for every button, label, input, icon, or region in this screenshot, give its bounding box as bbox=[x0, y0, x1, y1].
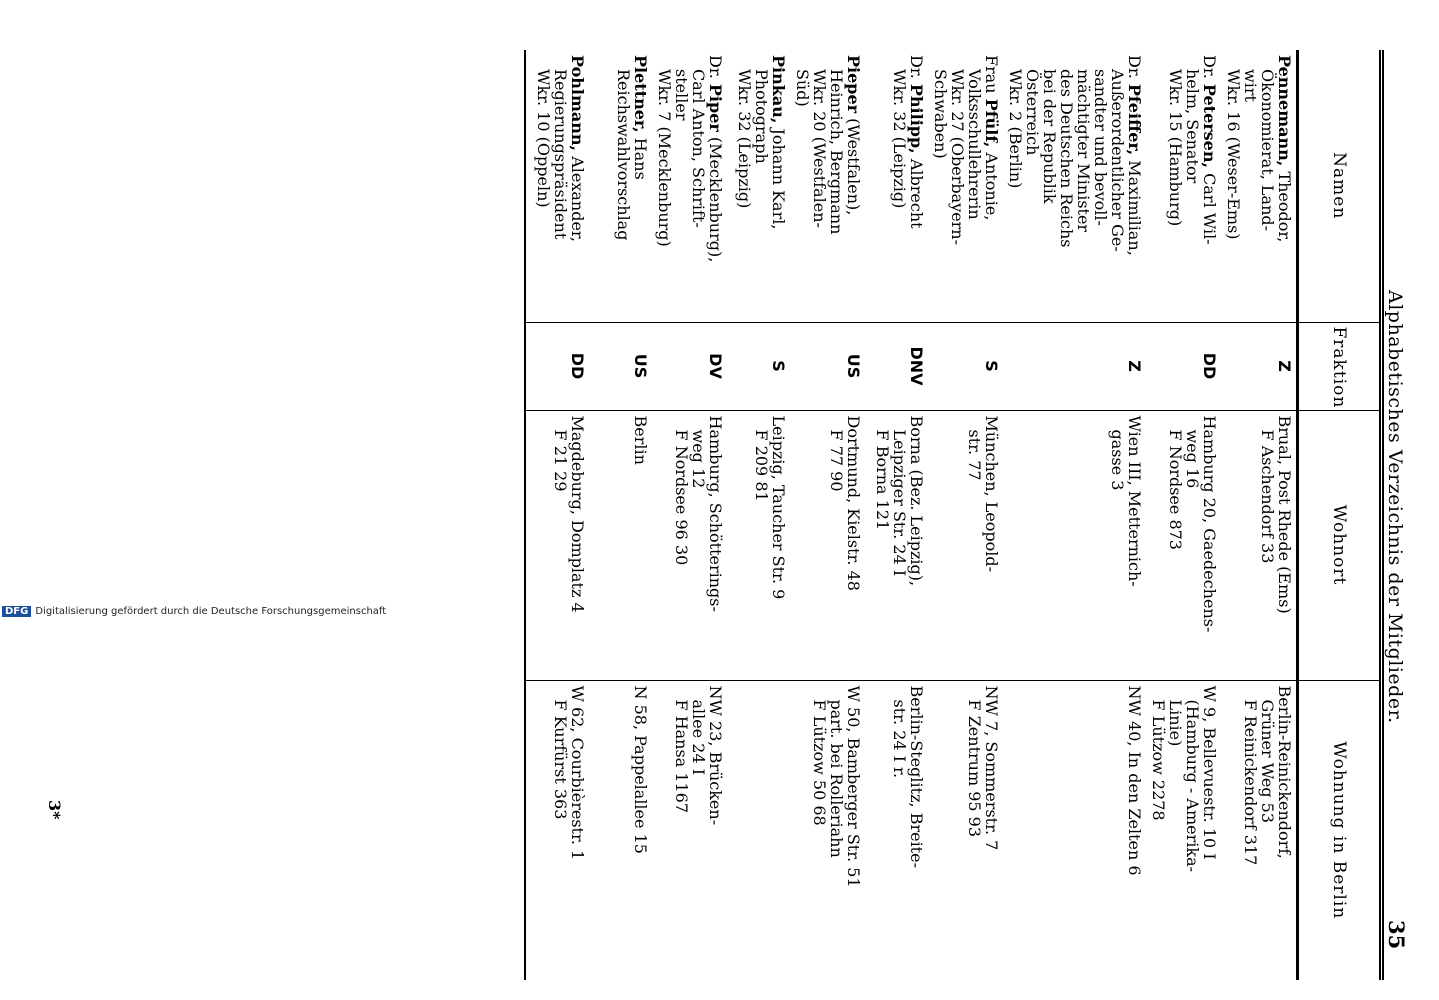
wohnort-line: München, Leopold- bbox=[982, 415, 1001, 573]
member-detail-line: Außerordentlicher Ge- bbox=[1108, 69, 1127, 252]
member-detail-line: des Deutschen Reichs bbox=[1057, 69, 1076, 248]
member-detail-line: Süd) bbox=[793, 69, 812, 107]
member-surname: Petersen, bbox=[1200, 83, 1219, 169]
berlin-address-line: part. bei Rolleriahn bbox=[827, 699, 846, 858]
member-name-first-line bbox=[770, 55, 787, 317]
member-name-cell bbox=[727, 50, 790, 322]
member-wohnort-cell bbox=[1003, 410, 1146, 680]
member-name-first-line bbox=[1126, 55, 1143, 317]
member-fraktion: S bbox=[928, 322, 1003, 410]
berlin-address-line: NW 23, Brücken- bbox=[706, 685, 725, 826]
wohnort-line: Brual, Post Rhede (Ems) bbox=[1275, 415, 1294, 614]
member-detail-line: sandter und bevoll- bbox=[1091, 69, 1110, 226]
member-name-first-line bbox=[632, 55, 649, 317]
member-fraktion: Z bbox=[1221, 322, 1298, 410]
member-name-cell bbox=[652, 50, 727, 322]
member-given-name: (Mecklenburg), bbox=[706, 131, 725, 263]
member-given-name: (Westfalen), bbox=[844, 113, 863, 216]
member-detail-line: Wkr. 7 (Mecklenburg) bbox=[655, 69, 674, 247]
table-row bbox=[928, 50, 1003, 980]
table-body bbox=[525, 50, 1298, 980]
signature-mark: 3* bbox=[45, 800, 64, 820]
member-detail-line: Wkr. 10 (Oppeln) bbox=[534, 69, 553, 208]
member-detail-line: Volksschullehrerin bbox=[965, 69, 984, 220]
member-detail-line: Ökonomierat, Land- bbox=[1258, 69, 1277, 232]
member-detail-line: wirt bbox=[1241, 69, 1260, 102]
wohnort-line: Hamburg 20, Gaedechens- bbox=[1200, 415, 1219, 633]
table-row bbox=[790, 50, 865, 980]
member-detail-line: Heinrich, Bergmann bbox=[827, 69, 846, 235]
member-name-cell bbox=[928, 50, 1003, 322]
member-given-name: Maximilian, bbox=[1125, 155, 1144, 256]
member-name-first-line bbox=[707, 55, 724, 317]
member-surname: Plettner, bbox=[631, 55, 650, 133]
member-fraktion: Z bbox=[1003, 322, 1146, 410]
berlin-address-line: F Reinickendorf 317 bbox=[1241, 699, 1260, 866]
table-row bbox=[1146, 50, 1221, 980]
member-surname: Pfeiffer, bbox=[1125, 83, 1144, 156]
member-wohnort-cell bbox=[727, 410, 790, 680]
member-berlin-cell bbox=[1003, 680, 1146, 980]
wohnort-line: Leipzig, Taucher Str. 9 bbox=[769, 415, 788, 600]
member-surname: Pohlmann, bbox=[568, 55, 587, 152]
member-berlin-cell bbox=[790, 680, 865, 980]
member-fraktion: S bbox=[727, 322, 790, 410]
member-given-name: Hans bbox=[631, 132, 650, 180]
berlin-address-line: str. 24 I r. bbox=[890, 699, 909, 779]
member-wohnort-cell bbox=[865, 410, 928, 680]
member-title-prefix: Dr. bbox=[706, 55, 725, 84]
wohnort-line: Dortmund, Kielstr. 48 bbox=[844, 415, 863, 591]
member-detail-line: Regierungspräsident bbox=[551, 69, 570, 240]
member-surname: Pieper bbox=[844, 55, 863, 114]
member-wohnort-cell bbox=[928, 410, 1003, 680]
member-detail-line: Wkr. 2 (Berlin) bbox=[1006, 69, 1025, 189]
member-fraktion: DNV bbox=[865, 322, 928, 410]
table-row bbox=[525, 50, 589, 980]
berlin-address-line: Linie) bbox=[1166, 699, 1185, 747]
wohnort-line: weg 16 bbox=[1183, 429, 1202, 489]
member-title-prefix: Frau bbox=[982, 55, 1001, 99]
berlin-address-line: NW 7, Sommerstr. 7 bbox=[982, 685, 1001, 851]
berlin-address-line: N 58, Pappelallee 15 bbox=[631, 685, 650, 854]
member-surname: Piper bbox=[706, 83, 725, 132]
berlin-address-line: F Hansa 1167 bbox=[672, 699, 691, 814]
member-berlin-cell bbox=[525, 680, 589, 980]
member-name-first-line bbox=[983, 55, 1000, 317]
table-row bbox=[865, 50, 928, 980]
member-berlin-cell bbox=[1221, 680, 1298, 980]
member-fraktion: DD bbox=[1146, 322, 1221, 410]
column-header-wohnort: Wohnort bbox=[1298, 410, 1382, 680]
wohnort-line: Leipziger Str. 24 I bbox=[890, 429, 909, 577]
member-detail-line: Photograph bbox=[752, 69, 771, 164]
member-detail-line: Wkr. 27 (Oberbayern- bbox=[948, 69, 967, 246]
member-name-cell bbox=[589, 50, 652, 322]
member-table bbox=[524, 50, 1384, 980]
member-detail-line: Wkr. 32 (Leipzig) bbox=[735, 69, 754, 209]
member-fraktion: US bbox=[589, 322, 652, 410]
member-name-first-line bbox=[569, 55, 586, 317]
member-wohnort-cell bbox=[652, 410, 727, 680]
wohnort-line: weg 12 bbox=[689, 429, 708, 489]
member-detail-line: Österreich bbox=[1023, 69, 1042, 156]
member-detail-line: Schwaben) bbox=[931, 69, 950, 159]
table-row bbox=[727, 50, 790, 980]
member-given-name: Theodor, bbox=[1275, 166, 1294, 243]
berlin-address-line: W 62, Courbièrestr. 1 bbox=[568, 685, 587, 861]
berlin-address-line: Berlin-Steglitz, Breite- bbox=[907, 685, 926, 868]
berlin-address-line: (Hamburg - Amerika- bbox=[1183, 699, 1202, 873]
wohnort-line: F 77 90 bbox=[827, 429, 846, 492]
member-fraktion: US bbox=[790, 322, 865, 410]
member-berlin-cell bbox=[1146, 680, 1221, 980]
member-name-cell bbox=[1003, 50, 1146, 322]
member-detail-line: Wkr. 15 (Hamburg) bbox=[1166, 69, 1185, 227]
wohnort-line: Berlin bbox=[631, 415, 650, 465]
member-given-name: Antonie, bbox=[982, 147, 1001, 221]
member-detail-line: Wkr. 20 (Westfalen- bbox=[810, 69, 829, 228]
member-detail-line: Carl Anton, Schrift- bbox=[689, 69, 708, 228]
berlin-address-line: NW 40, In den Zelten 6 bbox=[1125, 685, 1144, 876]
wohnort-line: F Borna 121 bbox=[873, 429, 892, 531]
member-name-first-line bbox=[1201, 55, 1218, 317]
member-name-cell bbox=[865, 50, 928, 322]
wohnort-line: Magdeburg, Domplatz 4 bbox=[568, 415, 587, 613]
wohnort-line: F Aschendorf 33 bbox=[1258, 429, 1277, 564]
wohnort-line: Borna (Bez. Leipzig), bbox=[907, 415, 926, 587]
wohnort-line: Hamburg, Schötterings- bbox=[706, 415, 725, 612]
member-detail-line: mächtigter Minister bbox=[1074, 69, 1093, 233]
column-header-fraktion: Fraktion bbox=[1298, 322, 1382, 410]
table-row bbox=[652, 50, 727, 980]
member-name-cell bbox=[790, 50, 865, 322]
berlin-address-line: F Lützow 50 68 bbox=[810, 699, 829, 826]
member-title-prefix: Dr. bbox=[907, 55, 926, 84]
table-row bbox=[1221, 50, 1298, 980]
member-surname: Pinkau, bbox=[769, 55, 788, 124]
member-wohnort-cell bbox=[525, 410, 589, 680]
table-header bbox=[1298, 50, 1382, 980]
digitization-credit bbox=[2, 606, 386, 617]
member-detail-line: steller bbox=[672, 69, 691, 121]
table-row bbox=[1003, 50, 1146, 980]
member-wohnort-cell bbox=[1221, 410, 1298, 680]
member-title-prefix: Dr. bbox=[1200, 55, 1219, 84]
berlin-address-line: Grüner Weg 53 bbox=[1258, 699, 1277, 824]
credit-text: Digitalisierung gefördert durch die Deutsche Forschungsgemeinschaft bbox=[35, 606, 387, 617]
member-surname: Pfülf, bbox=[982, 98, 1001, 148]
member-berlin-cell bbox=[727, 680, 790, 980]
member-fraktion: DD bbox=[525, 322, 589, 410]
member-given-name: Carl Wil- bbox=[1200, 168, 1219, 245]
wohnort-line: F 209 81 bbox=[752, 429, 771, 502]
member-berlin-cell bbox=[865, 680, 928, 980]
member-given-name: Johann Karl, bbox=[769, 123, 788, 230]
member-detail-line: helm, Senator bbox=[1183, 69, 1202, 184]
column-header-berlin: Wohnung in Berlin bbox=[1298, 680, 1382, 980]
member-name-first-line bbox=[1276, 55, 1293, 317]
member-name-first-line bbox=[845, 55, 862, 317]
page-title: Alphabetisches Verzeichnis der Mitglieder. bbox=[1384, 290, 1406, 724]
member-wohnort-cell bbox=[790, 410, 865, 680]
member-name-cell bbox=[1146, 50, 1221, 322]
member-wohnort-cell bbox=[589, 410, 652, 680]
wohnort-line: F Nordsee 873 bbox=[1166, 429, 1185, 550]
member-berlin-cell bbox=[589, 680, 652, 980]
berlin-address-line: W 50, Bamberger Str. 51 bbox=[844, 685, 863, 888]
column-header-name: Namen bbox=[1298, 50, 1382, 322]
wohnort-line: str. 77 bbox=[965, 429, 984, 481]
page-number: 35 bbox=[1384, 920, 1409, 950]
member-title-prefix: Dr. bbox=[1125, 55, 1144, 84]
berlin-address-line: W 9, Bellevuestr. 10 I bbox=[1200, 685, 1219, 860]
berlin-address-line: Berlin-Reinickendorf, bbox=[1275, 685, 1294, 859]
member-given-name: Alexander, bbox=[568, 151, 587, 242]
berlin-address-line: F Lützow 2278 bbox=[1149, 699, 1168, 821]
member-detail-line: bei der Republik bbox=[1040, 69, 1059, 204]
member-name-first-line bbox=[908, 55, 925, 317]
member-given-name: Albrecht bbox=[907, 153, 926, 229]
wohnort-line: F 21 29 bbox=[551, 429, 570, 492]
member-detail-line: Wkr. 16 (Weser-Ems) bbox=[1224, 69, 1243, 240]
berlin-address-line: F Kurfürst 363 bbox=[551, 699, 570, 820]
berlin-address-line: allee 24 I bbox=[689, 699, 708, 776]
member-berlin-cell bbox=[928, 680, 1003, 980]
wohnort-line: Wien III, Metternich- bbox=[1125, 415, 1144, 587]
member-detail-line: Wkr. 32 (Leipzig) bbox=[890, 69, 909, 209]
member-fraktion: DV bbox=[652, 322, 727, 410]
member-name-cell bbox=[1221, 50, 1298, 322]
dfg-logo-icon: DFG bbox=[2, 606, 31, 617]
member-detail-line: Reichswahlvorschlag bbox=[614, 69, 633, 241]
wohnort-line: gasse 3 bbox=[1108, 429, 1127, 491]
table-row bbox=[589, 50, 652, 980]
member-name-cell bbox=[525, 50, 589, 322]
member-surname: Pennemann, bbox=[1275, 55, 1294, 167]
wohnort-line: F Nordsee 96 30 bbox=[672, 429, 691, 566]
berlin-address-line: F Zentrum 95 93 bbox=[965, 699, 984, 838]
member-berlin-cell bbox=[652, 680, 727, 980]
member-wohnort-cell bbox=[1146, 410, 1221, 680]
member-surname: Philipp, bbox=[907, 83, 926, 154]
